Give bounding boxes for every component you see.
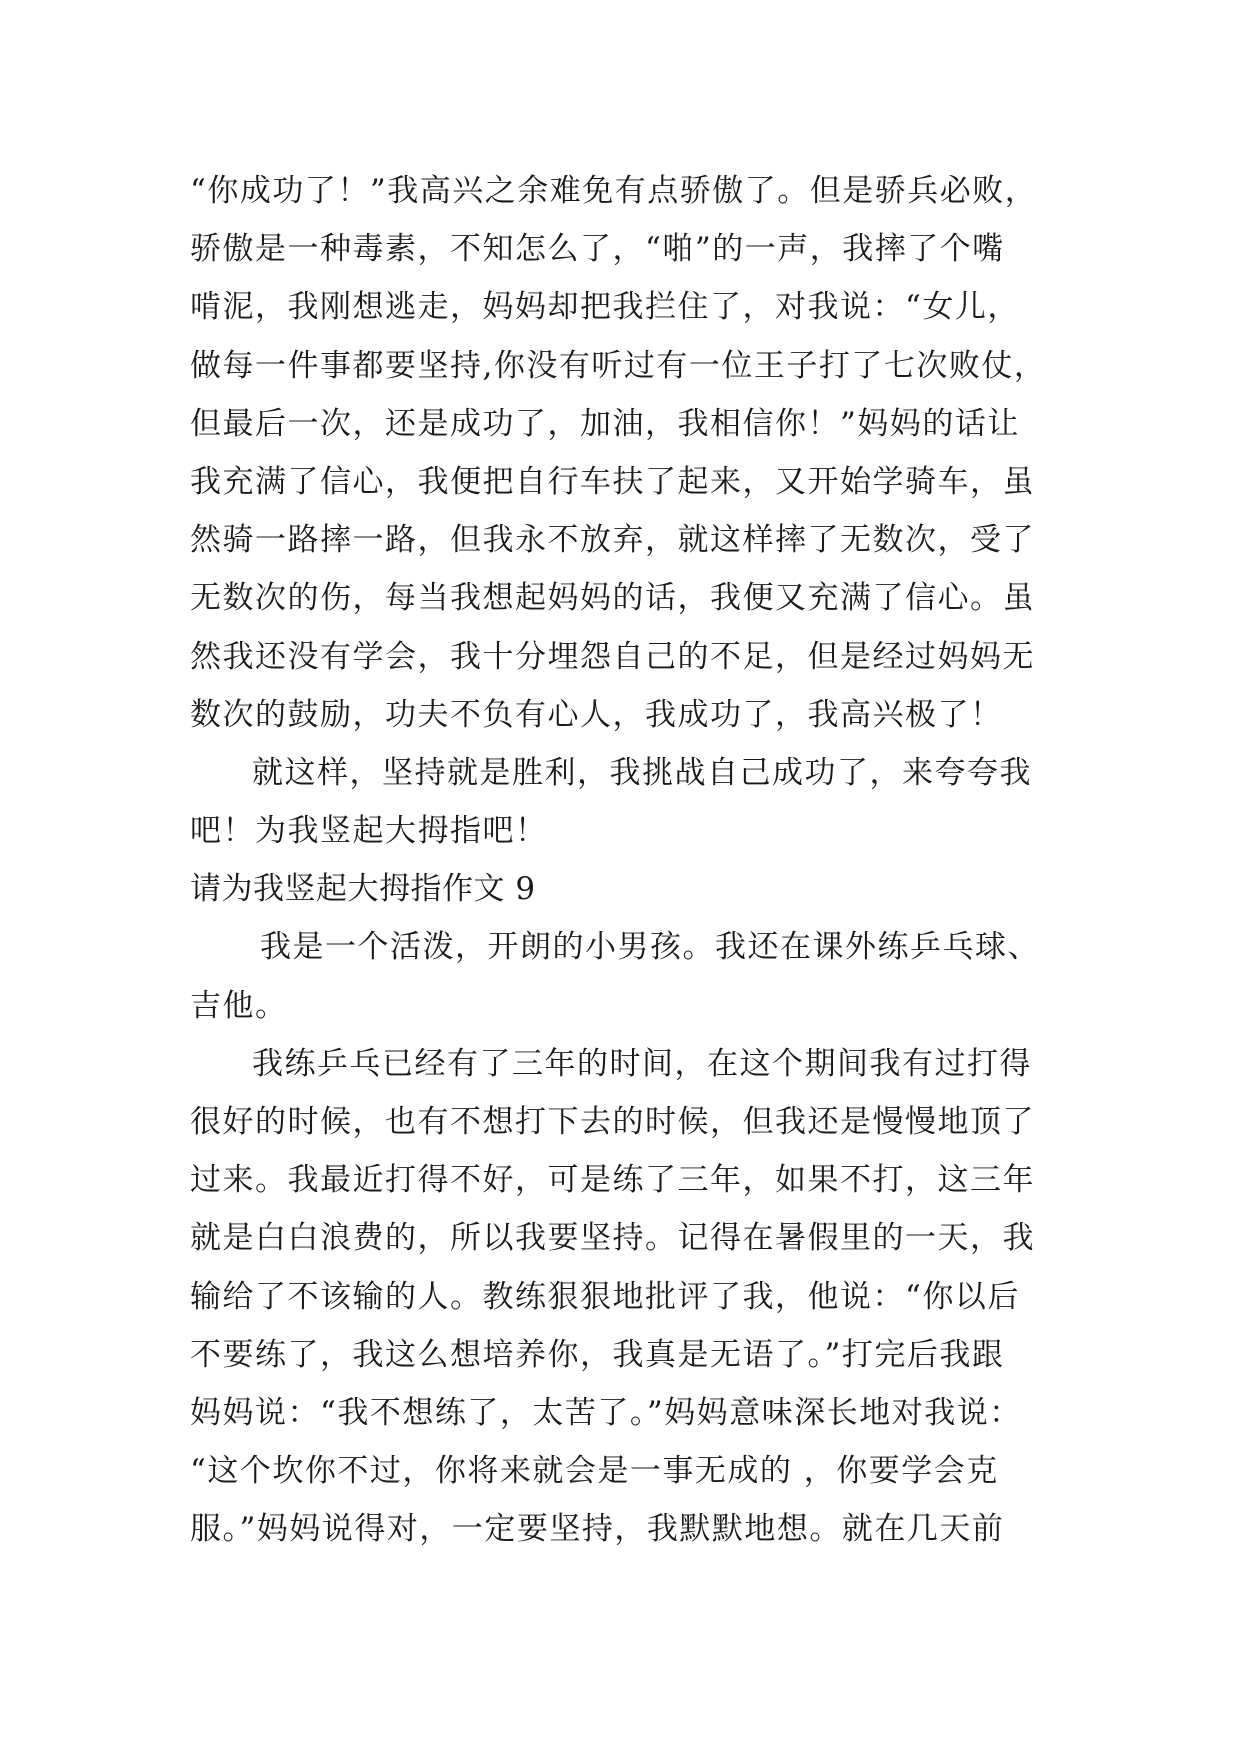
text-line: 骄傲是一种毒素，不知怎么了，“啪”的一声，我摔了个嘴	[190, 231, 1005, 268]
text-line: 然我还没有学会，我十分埋怨自己的不足，但是经过妈妈无	[190, 638, 1035, 675]
text-line: 但最后一次，还是成功了，加油，我相信你！”妈妈的话让	[190, 405, 1020, 442]
text-line: 然骑一路摔一路，但我永不放弃，就这样摔了无数次，受了	[190, 522, 1035, 559]
text-line: 无数次的伤，每当我想起妈妈的话，我便又充满了信心。虽	[190, 580, 1035, 617]
text-line: 输给了不该输的人。教练狠狠地批评了我，他说：“你以后	[190, 1278, 1020, 1315]
document-body	[190, 162, 1060, 1559]
text-line: 吧！为我竖起大拇指吧！	[190, 813, 548, 850]
text-line: 我充满了信心，我便把自行车扶了起来，又开始学骑车，虽	[190, 463, 1035, 500]
text-line: 吉他。	[190, 987, 288, 1024]
text-line: 做每一件事都要坚持,你没有听过有一位王子打了七次败仗，	[190, 347, 1047, 384]
paragraph-first-line: 我是一个活泼，开朗的小男孩。我还在课外练乒乓球、	[260, 929, 1040, 966]
paragraph-first-line: 我练乒乓已经有了三年的时间，在这个期间我有过打得	[252, 1045, 1032, 1082]
text-line: 不要练了，我这么想培养你，我真是无语了。”打完后我跟	[190, 1336, 1005, 1373]
text-line: 服。”妈妈说得对，一定要坚持，我默默地想。就在几天前	[190, 1511, 1005, 1548]
section-heading: 请为我竖起大拇指作文 9	[190, 871, 536, 908]
text-line: 妈妈说：“我不想练了，太苦了。”妈妈意味深长地对我说：	[190, 1394, 1022, 1431]
text-line: 就是白白浪费的，所以我要坚持。记得在暑假里的一天，我	[190, 1220, 1035, 1257]
text-line: “你成功了！”我高兴之余难免有点骄傲了。但是骄兵必败，	[190, 173, 1038, 209]
text-line: 数次的鼓励，功夫不负有心人，我成功了，我高兴极了！	[190, 696, 1003, 733]
text-line: 过来。我最近打得不好，可是练了三年，如果不打，这三年	[190, 1162, 1035, 1199]
text-line: “这个坎你不过，你将来就会是一事无成的 ，你要学会克	[190, 1453, 999, 1490]
text-line: 啃泥，我刚想逃走，妈妈却把我拦住了，对我说：“女儿，	[190, 289, 1020, 326]
paragraph-first-line: 就这样，坚持就是胜利，我挑战自己成功了，来夸夸我	[252, 754, 1032, 791]
text-line: 很好的时候，也有不想打下去的时候，但我还是慢慢地顶了	[190, 1104, 1035, 1140]
